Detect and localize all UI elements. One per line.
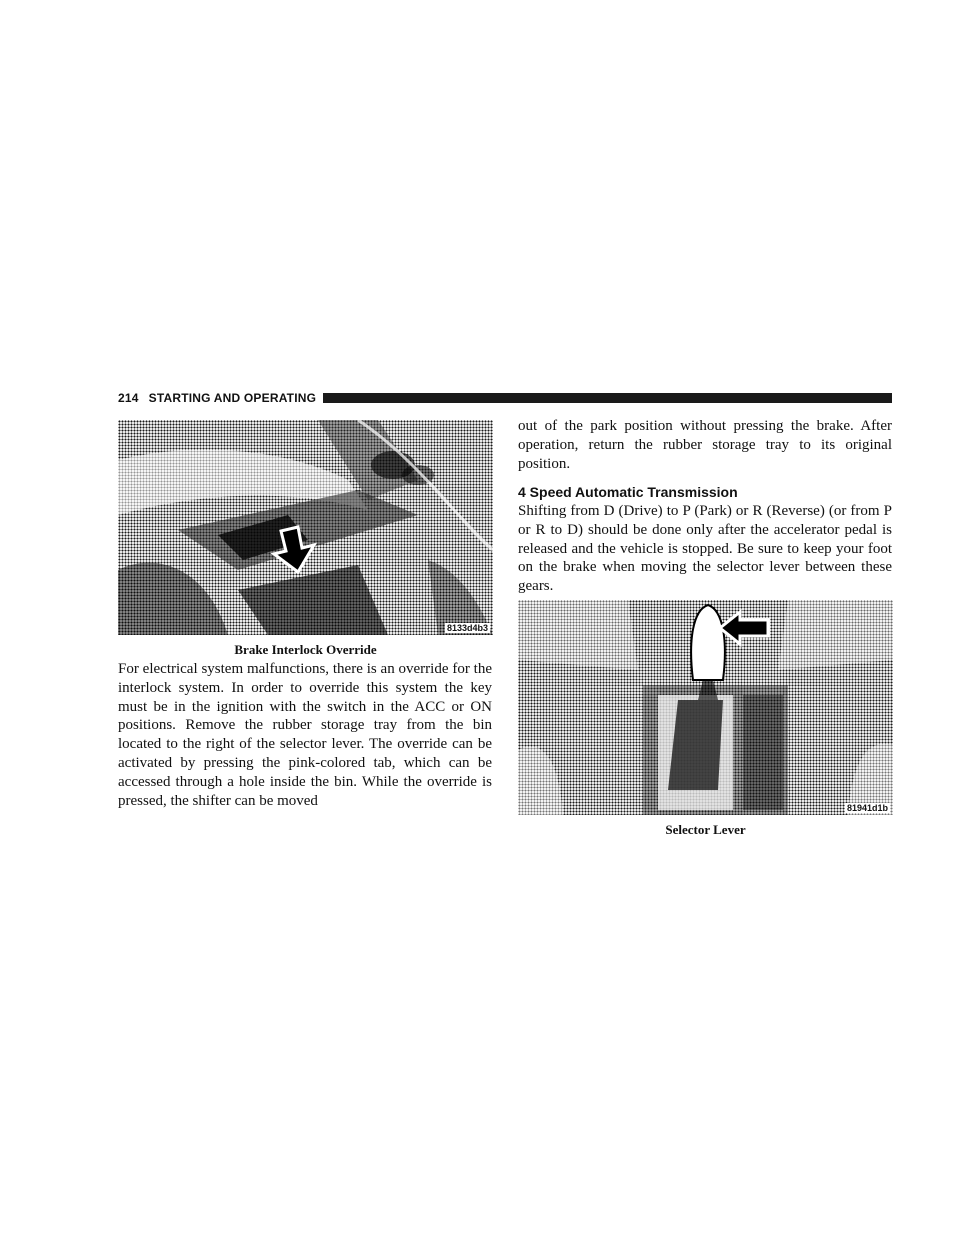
page-header [118,390,892,406]
down-arrow-icon [118,420,493,635]
transmission-paragraph: Shifting from D (Drive) to P (Park) or R (Reverse) (or from P or R to D) should be done only after the accelerator pedal is released and the vehicle is stopped. Be sure to keep your foot on the brake when moving the selector lever between these gears. [518,503,892,595]
figure-caption: Selector Lever [665,822,746,837]
section-title: STARTING AND OPERATING [148,391,317,405]
header-rule [323,393,892,403]
figure-code: 81941d1b [846,803,888,813]
section-subheading: 4 Speed Automatic Transmission [518,484,738,500]
brake-interlock-figure [118,420,493,635]
figure-code: 8133d4b3 [446,623,488,633]
override-paragraph: For electrical system malfunctions, there is an override for the interlock system. In order to override this system the key must be in the ignition with the switch in the ACC or ON positions. Remove the rubber storage tray from the bin located to the right of the selector lever. The override can be activated by pressing the pink-colored tab, which can be accessed through a hole inside the bin. While the override is pressed, the shifter can be moved [118,661,492,809]
figure-caption: Brake Interlock Override [234,642,377,657]
left-arrow-icon [518,600,893,815]
page-number: 214 [118,391,139,405]
selector-lever-figure [518,600,893,815]
continued-paragraph: out of the park position without pressing the brake. After operation, return the rubber storage tray to its original position. [518,418,892,472]
